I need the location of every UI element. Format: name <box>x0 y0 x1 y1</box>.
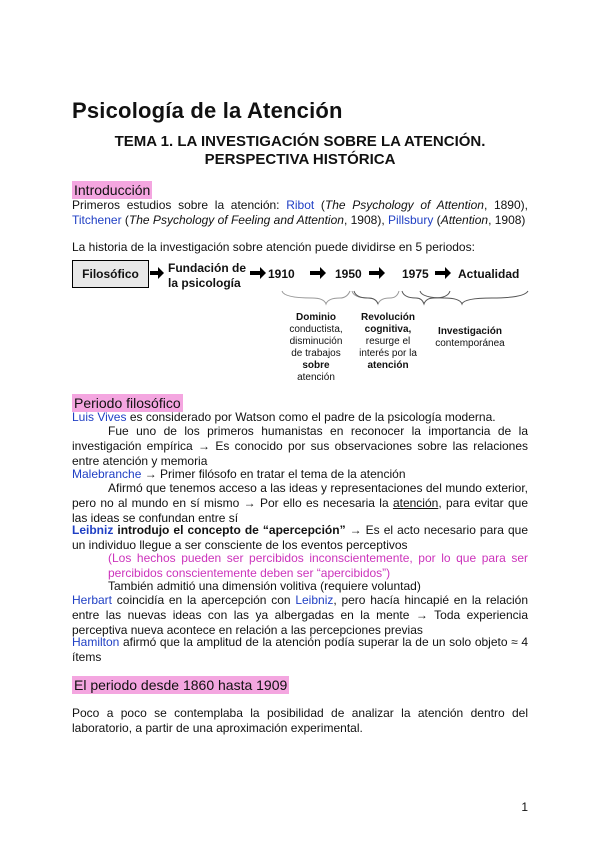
section-heading-1860-1909: El periodo desde 1860 hasta 1909 <box>74 677 288 693</box>
timeline-box-filosofico: Filosófico <box>72 260 149 288</box>
timeline-fundacion-2: la psicología <box>168 276 241 290</box>
author-leibniz: Leibniz <box>72 523 114 537</box>
page-number: 1 <box>521 800 528 814</box>
timeline-year-1975: 1975 <box>402 267 429 281</box>
malebranche-paragraph: Afirmó que tenemos acceso a las ideas y representaciones del mundo exterior, pero no al mundo en sí mismo → Por ello es necesaria la atención, para evitar que las ideas se confundan entre sí <box>72 481 528 525</box>
timeline-year-1950: 1950 <box>335 267 362 281</box>
author-pillsbury: Pillsbury <box>387 213 434 227</box>
author-hamilton: Hamilton <box>72 635 120 649</box>
subtitle-line-1: TEMA 1. LA INVESTIGACIÓN SOBRE LA ATENCIÓN. <box>114 133 486 150</box>
page-title: Psicología de la Atención <box>72 98 343 123</box>
volitiva-line: También admitió una dimensión volitiva (requiere voluntad) <box>108 579 421 593</box>
author-titchener: Titchener <box>72 213 122 227</box>
author-ribot: Ribot <box>286 198 315 212</box>
pink-note: (Los hechos pueden ser percibidos inconscientemente, por lo que para ser percibidos conscientemente deben ser “apercibidos”) <box>108 551 528 580</box>
vives-paragraph: Fue uno de los primeros humanistas en reconocer la importancia de la investigación empírica → Es conocido por sus observaciones sobre las relaciones entre atención y memoria <box>72 424 528 468</box>
herbart-paragraph: Herbart coincidía en la apercepción con Leibniz, pero hacía hincapié en la relación entre las nuevas ideas con las ya albergadas en la mente → Toda experiencia perceptiva nueva acontece en relación a las percepciones previas <box>72 593 529 637</box>
timeline-fundacion-1: Fundación de <box>168 261 246 275</box>
leibniz-paragraph: Leibniz introdujo el concepto de “apercepción” → Es el acto necesario para que un individuo llegue a ser consciente de los eventos perceptivos <box>72 523 528 552</box>
intro-paragraph: Primeros estudios sobre la atención: Ribot (The Psychology of Attention, 1890), Titchener (The Psychology of Feeling and Attention, 1908), Pillsbury (Attention, 1908) <box>72 198 528 227</box>
author-herbart: Herbart <box>72 593 113 607</box>
malebranche-line: Malebranche → Primer filósofo en tratar el tema de la atención <box>72 467 406 481</box>
section-heading-introduccion: Introducción <box>74 182 151 198</box>
periodo-1860-paragraph: Poco a poco se contemplaba la posibilidad de analizar la atención dentro del laboratorio, a partir de una aproximación experimental. <box>72 706 528 735</box>
vives-line: Luis Vives es considerado por Watson como el padre de la psicología moderna. <box>72 410 496 424</box>
timeline-note-conductista: Dominio conductista, disminución de trabajos sobre atención <box>289 312 343 383</box>
timeline-diagram <box>72 254 532 394</box>
timeline-actualidad: Actualidad <box>458 267 520 281</box>
section-heading-periodo-filosofico: Periodo filosófico <box>74 395 181 411</box>
author-vives: Luis Vives <box>72 410 127 424</box>
subtitle-line-2: PERSPECTIVA HISTÓRICA <box>204 151 396 168</box>
timeline-year-1910: 1910 <box>268 267 295 281</box>
hamilton-paragraph: Hamilton afirmó que la amplitud de la atención podía superar la de un solo objeto ≈ 4 ítems <box>72 635 528 664</box>
timeline-note-contemporanea: Investigación contemporánea <box>435 326 505 349</box>
timeline-note-cognitiva: Revolución cognitiva, resurge el interés por la atención <box>359 312 417 371</box>
author-malebranche: Malebranche <box>72 467 142 481</box>
periods-intro: La historia de la investigación sobre atención puede dividirse en 5 periodos: <box>72 240 475 254</box>
